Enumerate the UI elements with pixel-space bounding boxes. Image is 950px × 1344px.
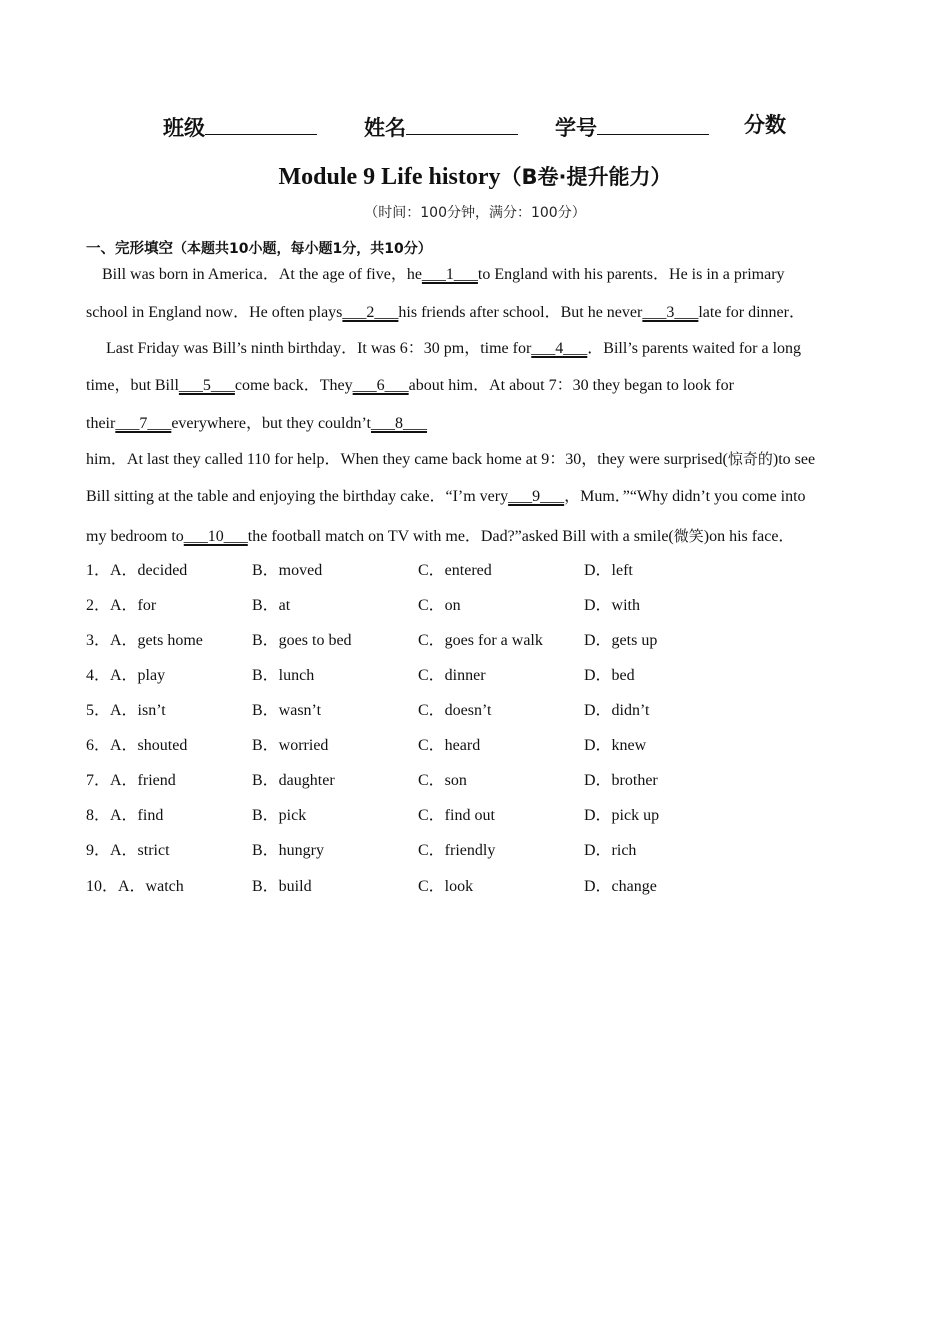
question-row: [86, 839, 886, 863]
question-row: [86, 734, 886, 758]
passage-line-6: [86, 447, 815, 472]
option-d[interactable]: D．with: [584, 597, 641, 614]
name-label: 姓名: [364, 116, 406, 140]
option-c[interactable]: C．entered: [418, 562, 492, 579]
section-note: （本题共10小题，每小题1分，共10分）: [173, 241, 432, 257]
passage-text: ，Mum．”“Why didn’t you come into: [564, 488, 806, 505]
student-id-label: 学号: [555, 116, 597, 140]
passage-text: Last Friday was Bill’s ninth birthday．It was 6：30 pm，time for: [86, 340, 532, 357]
option-a[interactable]: 9．A．strict: [86, 842, 170, 859]
option-a[interactable]: 10．A．watch: [86, 878, 184, 895]
option-b[interactable]: B．lunch: [252, 667, 315, 684]
question-row: [86, 699, 886, 723]
option-d[interactable]: D．left: [584, 562, 633, 579]
passage-text: ．Bill’s parents waited for a long: [587, 340, 802, 357]
option-a[interactable]: 6．A．shouted: [86, 737, 188, 754]
student-id-field: [555, 110, 709, 143]
option-d[interactable]: D．change: [584, 878, 657, 895]
blank-9: ___9___: [508, 488, 565, 505]
blank-1: ___1___: [421, 266, 478, 283]
title-main: Module 9 Life history: [278, 164, 501, 190]
option-a[interactable]: 4．A．play: [86, 667, 166, 684]
page-title: [0, 160, 950, 194]
blank-5: ___5___: [178, 377, 235, 394]
question-row: [86, 664, 886, 688]
class-label: 班级: [163, 116, 205, 140]
option-b[interactable]: B．hungry: [252, 842, 325, 859]
option-d[interactable]: D．bed: [584, 667, 635, 684]
passage-text: his friends after school．But he never: [398, 304, 643, 321]
option-d[interactable]: D．knew: [584, 737, 647, 754]
passage-text: late for dinner．: [698, 304, 805, 321]
exam-subtitle: （时间：100分钟，满分：100分）: [364, 205, 586, 221]
passage-text: )on his face．: [703, 528, 795, 545]
option-a[interactable]: 2．A．for: [86, 597, 157, 614]
section-label: 一、完形填空: [86, 241, 173, 257]
option-a[interactable]: 5．A．isn’t: [86, 702, 166, 719]
passage-text: school in England now．He often plays: [86, 304, 343, 321]
option-b[interactable]: B．build: [252, 878, 312, 895]
option-c[interactable]: C．doesn’t: [418, 702, 492, 719]
option-d[interactable]: D．brother: [584, 772, 658, 789]
passage-text: to England with his parents．He is in a primary: [477, 266, 785, 283]
passage-text: about him．At about 7：30 they began to look for: [408, 377, 734, 394]
passage-text: Bill was born in America．At the age of five，he: [86, 266, 422, 283]
option-c[interactable]: C．heard: [418, 737, 481, 754]
blank-3: ___3___: [642, 304, 699, 321]
question-row: [86, 804, 886, 828]
passage-line-3: [86, 337, 801, 361]
passage-text: Bill sitting at the table and enjoying the birthday cake．“I’m very: [86, 488, 509, 505]
option-c[interactable]: C．son: [418, 772, 467, 789]
passage-line-8: [86, 524, 794, 549]
question-row: [86, 629, 886, 653]
option-b[interactable]: B．wasn’t: [252, 702, 322, 719]
blank-4: ___4___: [531, 340, 588, 357]
name-blank[interactable]: [406, 110, 518, 135]
passage-line-7: [86, 485, 806, 509]
option-a[interactable]: 3．A．gets home: [86, 632, 203, 649]
option-b[interactable]: B．at: [252, 597, 291, 614]
option-c[interactable]: C．on: [418, 597, 461, 614]
option-c[interactable]: C．look: [418, 878, 474, 895]
passage-line-2: [86, 301, 805, 325]
passage-line-4: [86, 374, 734, 398]
passage-cjk-gloss: 惊奇的: [727, 450, 773, 468]
passage-text: the football match on TV with me．Dad?”asked Bill with a smile(: [247, 528, 674, 545]
passage-text: my bedroom to: [86, 528, 184, 545]
question-row: [86, 559, 886, 583]
question-row: [86, 594, 886, 618]
name-field: [364, 110, 518, 143]
student-info-header: [0, 110, 950, 144]
option-b[interactable]: B．moved: [252, 562, 323, 579]
question-row: [86, 875, 886, 899]
option-a[interactable]: 7．A．friend: [86, 772, 176, 789]
score-field: [744, 110, 786, 140]
option-d[interactable]: D．gets up: [584, 632, 658, 649]
option-d[interactable]: D．didn’t: [584, 702, 650, 719]
question-row: [86, 769, 886, 793]
passage-text: him．At last they called 110 for help．When they came back home at 9：30，they were surprised(: [86, 451, 728, 468]
score-label: 分数: [744, 113, 786, 137]
passage-text: )to see: [772, 451, 816, 468]
blank-2: ___2___: [342, 304, 399, 321]
option-c[interactable]: C．dinner: [418, 667, 486, 684]
option-c[interactable]: C．friendly: [418, 842, 496, 859]
option-a[interactable]: 8．A．find: [86, 807, 164, 824]
option-b[interactable]: B．goes to bed: [252, 632, 352, 649]
passage-cjk-gloss: 微笑: [673, 527, 704, 545]
option-d[interactable]: D．rich: [584, 842, 637, 859]
passage-text: come back．They: [234, 377, 353, 394]
passage-line-5: [86, 412, 427, 436]
option-b[interactable]: B．daughter: [252, 772, 335, 789]
blank-6: ___6___: [352, 377, 409, 394]
option-b[interactable]: B．worried: [252, 737, 329, 754]
option-c[interactable]: C．goes for a walk: [418, 632, 543, 649]
passage-text: their: [86, 415, 116, 432]
blank-10: ___10___: [183, 528, 248, 545]
blank-7: ___7___: [115, 415, 172, 432]
class-field: [163, 110, 317, 143]
title-cjk: （B卷·提升能力）: [500, 165, 672, 189]
passage-text: time，but Bill: [86, 377, 179, 394]
passage-line-1: [86, 263, 785, 287]
blank-8: ___8___: [370, 415, 427, 432]
class-blank[interactable]: [205, 110, 317, 135]
option-c[interactable]: C．find out: [418, 807, 495, 824]
option-b[interactable]: B．pick: [252, 807, 307, 824]
option-d[interactable]: D．pick up: [584, 807, 660, 824]
passage-text: everywhere，but they couldn’t: [171, 415, 371, 432]
option-a[interactable]: 1．A．decided: [86, 562, 188, 579]
student-id-blank[interactable]: [597, 110, 709, 135]
section-heading: [86, 238, 432, 260]
